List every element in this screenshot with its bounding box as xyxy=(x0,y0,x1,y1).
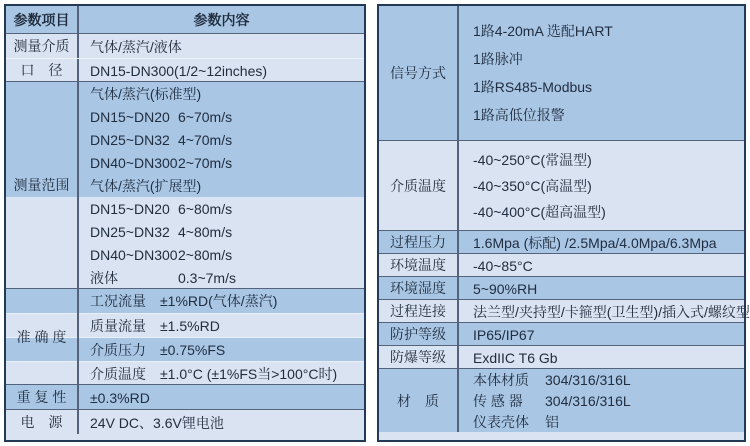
signal-line: 1路脉冲 xyxy=(473,51,523,67)
range-dn: DN15~DN20 xyxy=(90,108,170,125)
row-ambient-humidity xyxy=(379,276,744,299)
accuracy-value: ±1.5%RD xyxy=(160,317,220,334)
column-divider xyxy=(457,323,459,345)
power-label: 电 源 xyxy=(20,414,63,430)
range-dn: DN25~DN32 xyxy=(90,131,170,148)
range-speed: 0.3~7m/s xyxy=(178,269,236,286)
row-explosion-proof xyxy=(379,345,744,368)
process-pressure-label: 过程压力 xyxy=(390,234,446,250)
medium-temperature-label: 介质温度 xyxy=(390,177,446,194)
column-divider xyxy=(77,410,79,434)
protection-rating-label: 防护等级 xyxy=(390,326,446,342)
row-repeatability xyxy=(6,384,364,409)
signal-line: 1路RS485-Modbus xyxy=(473,79,593,95)
row-medium-temperature xyxy=(379,140,744,230)
row-ambient-temperature xyxy=(379,253,744,276)
accuracy-item: 工况流量 xyxy=(90,293,146,309)
measuring-range-label: 测量范围 xyxy=(13,177,70,193)
diameter-label: 口 径 xyxy=(20,62,63,78)
column-divider xyxy=(77,82,79,288)
row-measuring-medium xyxy=(6,33,364,58)
column-divider xyxy=(457,141,459,230)
signal-mode-label: 信号方式 xyxy=(390,65,446,81)
column-divider xyxy=(77,385,79,409)
range-dn: DN15~DN20 xyxy=(90,200,170,217)
medium-temperature-line: -40~400°C(超高温型) xyxy=(473,203,606,220)
material-value: 铝 xyxy=(545,413,559,430)
material-item: 传 感 器 xyxy=(473,392,523,409)
column-divider xyxy=(77,34,79,58)
accuracy-item: 质量流量 xyxy=(90,317,146,334)
ambient-humidity-label: 环境湿度 xyxy=(390,280,446,296)
accuracy-value: ±1.0°C (±1%FS当>100°C时) xyxy=(160,365,338,382)
explosion-proof-value: ExdIIC T6 Gb xyxy=(473,349,558,366)
range-speed: 2~70m/s xyxy=(178,154,233,171)
medium-temperature-line: -40~350°C(高温型) xyxy=(473,177,592,194)
ambient-humidity-value: 5~90%RH xyxy=(473,280,538,297)
signal-line: 1路高低位报警 xyxy=(473,107,565,123)
measuring-medium-value: 气体/蒸汽/液体 xyxy=(90,38,182,55)
column-divider xyxy=(457,300,459,322)
row-diameter xyxy=(6,58,364,81)
material-item: 本体材质 xyxy=(473,371,529,388)
range-speed: 4~80m/s xyxy=(178,223,233,240)
row-protection-rating xyxy=(379,322,744,345)
column-divider xyxy=(457,254,459,276)
column-divider xyxy=(77,289,79,384)
accuracy-label: 准 确 度 xyxy=(16,328,67,345)
measuring-medium-label: 测量介质 xyxy=(13,38,70,54)
range-text: 气体/蒸汽(扩展型) xyxy=(90,177,202,194)
process-connection-label: 过程连接 xyxy=(390,303,446,319)
material-value: 304/316/316L xyxy=(545,371,631,388)
column-divider xyxy=(77,59,79,81)
process-connection-value: 法兰型/夹持型/卡箍型(卫生型)/插入式/螺纹型 xyxy=(473,303,750,320)
row-process-pressure xyxy=(379,230,744,253)
header-content-col: 参数内容 xyxy=(193,11,250,28)
process-pressure-value: 1.6Mpa (标配) /2.5Mpa/4.0Mpa/6.3Mpa xyxy=(473,234,717,251)
material-value: 304/316/316L xyxy=(545,392,631,409)
accuracy-item: 介质温度 xyxy=(90,365,146,382)
power-value: 24V DC、3.6V锂电池 xyxy=(90,414,224,431)
range-text: 气体/蒸汽(标准型) xyxy=(90,85,202,102)
diameter-value: DN15-DN300(1/2~12inches) xyxy=(90,62,268,79)
material-item: 仪表壳体 xyxy=(473,413,529,430)
accuracy-value: ±0.75%FS xyxy=(160,341,226,358)
column-divider xyxy=(77,6,79,33)
column-divider xyxy=(457,346,459,368)
row-material xyxy=(379,368,744,432)
row-power xyxy=(6,409,364,434)
left-header-row xyxy=(6,6,364,33)
spec-table-right xyxy=(377,4,750,442)
range-dn: DN40~DN300 xyxy=(90,246,178,263)
row-process-connection xyxy=(379,299,750,322)
row-measuring-range xyxy=(6,81,364,288)
column-divider xyxy=(457,231,459,253)
column-divider xyxy=(457,277,459,299)
header-item-col: 参数项目 xyxy=(13,11,70,28)
column-divider xyxy=(457,6,459,140)
row-signal-mode xyxy=(379,6,744,140)
explosion-proof-label: 防爆等级 xyxy=(390,349,446,365)
row-accuracy xyxy=(6,288,364,384)
repeatability-value: ±0.3%RD xyxy=(90,389,150,406)
range-dn: DN25~DN32 xyxy=(90,223,170,240)
accuracy-item: 介质压力 xyxy=(90,341,146,358)
spec-table-left xyxy=(4,4,366,442)
ambient-temperature-value: -40~85°C xyxy=(473,257,533,274)
range-dn: DN40~DN300 xyxy=(90,154,178,171)
range-speed: 4~70m/s xyxy=(178,131,233,148)
range-speed: 6~80m/s xyxy=(178,200,233,217)
medium-temperature-line: -40~250°C(常温型) xyxy=(473,151,592,168)
range-speed: 2~80m/s xyxy=(178,246,233,263)
range-liquid: 液体 xyxy=(90,269,118,286)
range-speed: 6~70m/s xyxy=(178,108,233,125)
accuracy-value: ±1%RD(气体/蒸汽) xyxy=(160,293,278,309)
repeatability-label: 重 复 性 xyxy=(16,389,67,405)
signal-line: 1路4-20mA 选配HART xyxy=(473,23,613,39)
protection-rating-value: IP65/IP67 xyxy=(473,326,535,343)
material-label: 材 质 xyxy=(397,392,439,409)
ambient-temperature-label: 环境温度 xyxy=(390,257,446,273)
column-divider xyxy=(457,369,459,432)
